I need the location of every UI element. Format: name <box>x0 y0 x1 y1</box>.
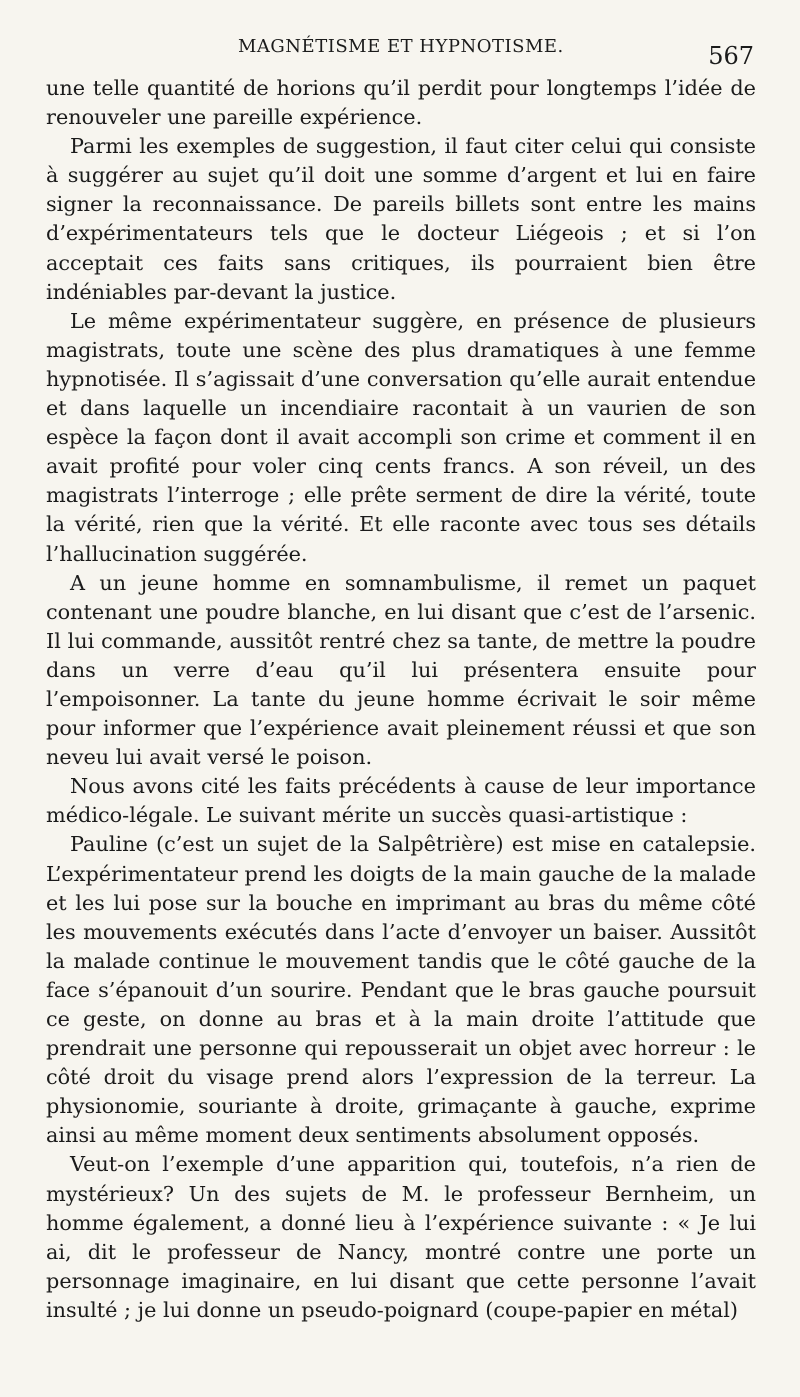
paragraph-medico-legal: Nous avons cité les faits précédents à cause de leur importance médico-légale. Le suivant mérite un succès quasi-artistique : <box>46 774 756 828</box>
body-text <box>46 74 756 1325</box>
paragraph-pauline-catalepsy: Pauline (c’est un sujet de la Salpêtrière) est mise en catalepsie. L’expérimentateur prend les doigts de la main gauche de la malade et les lui pose sur la bouche en imprimant au bras du même côté les mouvements exécutés dans l’acte d’envoyer un baiser. Aussitôt la malade continue le mouvement tandis que le côté gauche de la face s’épanouit d’un sourire. Pendant que le bras gauche poursuit ce geste, on donne au bras et à la main droite l’attitude que prendrait une personne qui repousserait un objet avec horreur : le côté droit du visage prend alors l’expression de la terreur. La physionomie, souriante à droite, grimaçante à gauche, exprime ainsi au même moment deux sentiments absolument opposés. <box>46 832 756 1148</box>
running-title: MAGNÉTISME ET HYPNOTISME. <box>238 36 564 57</box>
paragraph-suggestion-debt: Parmi les exemples de suggestion, il faut citer celui qui consiste à suggérer au sujet qu’il doit une somme d’argent et lui en faire signer la reconnaissance. De pareils billets sont entre les mains d’expérimentateurs tels que le docteur Liégeois ; et si l’on acceptait ces faits sans critiques, ils pourraient bien être indéniables par-devant la justice. <box>46 134 756 304</box>
running-header <box>0 36 800 70</box>
paragraph-poison-experiment: A un jeune homme en somnambulisme, il remet un paquet contenant une poudre blanche, en lui disant que c’est de l’arsenic. Il lui commande, aussitôt rentré chez sa tante, de mettre la poudre dans un verre d’eau qu’il lui présentera ensuite pour l’empoisonner. La tante du jeune homme écrivait le soir même pour informer que l’expérience avait pleinement réussi et que son neveu lui avait versé le poison. <box>46 570 756 770</box>
page-number: 567 <box>708 42 754 70</box>
paragraph-continuation: une telle quantité de horions qu’il perdit pour longtemps l’idée de renouveler une pareille expérience. <box>46 76 756 130</box>
paragraph-dramatic-scene: Le même expérimentateur suggère, en présence de plusieurs magistrats, toute une scène des plus dramatiques à une femme hypnotisée. Il s’agissait d’une conversation qu’elle aurait entendue et dans laquelle un incendiaire racontait à un vaurien de son espèce la façon dont il avait accompli son crime et comment il en avait profité pour voler cinq cents francs. A son réveil, un des magistrats l’interroge ; elle prête serment de dire la vérité, toute la vérité, rien que la vérité. Et elle raconte avec tous ses détails l’hallucination suggérée. <box>46 308 756 566</box>
paragraph-apparition: Veut-on l’exemple d’une apparition qui, toutefois, n’a rien de mystérieux? Un des sujets de M. le professeur Bernheim, un homme également, a donné lieu à l’expérience suivante : « Je lui ai, dit le professeur de Nancy, montré contre une porte un personnage imaginaire, en lui disant que cette personne l’avait insulté ; je lui donne un pseudo-poignard (coupe-papier en métal) <box>46 1152 756 1322</box>
